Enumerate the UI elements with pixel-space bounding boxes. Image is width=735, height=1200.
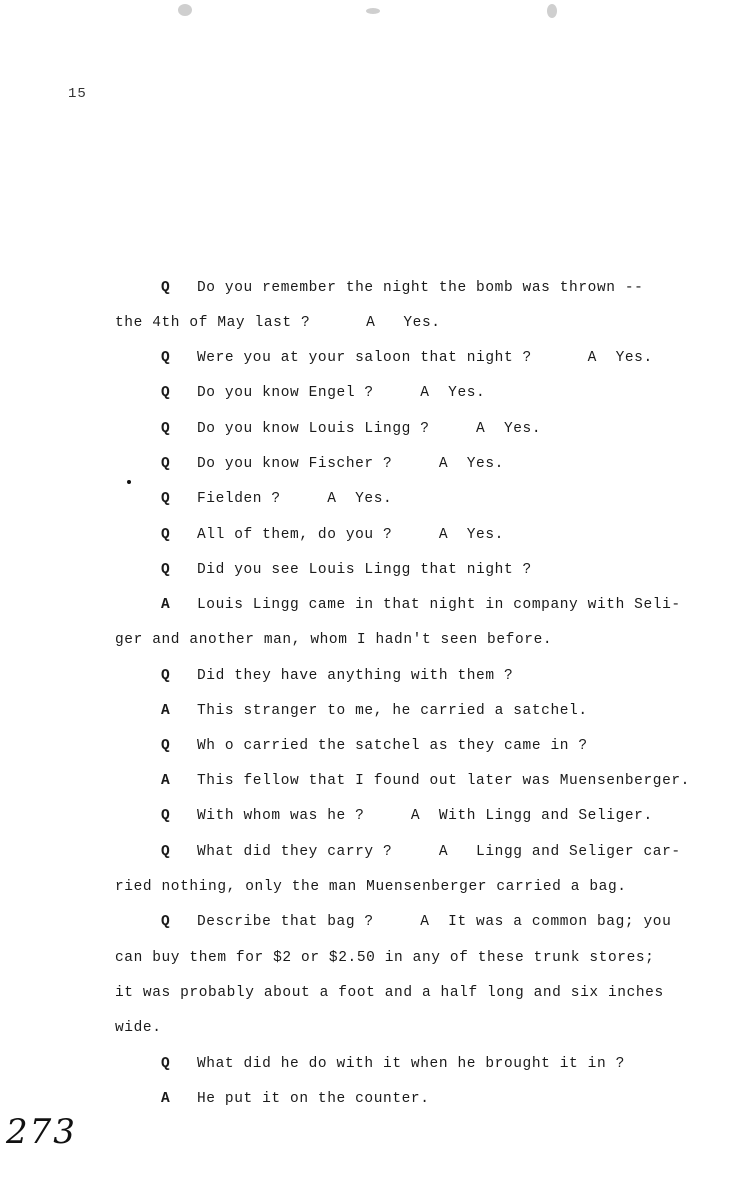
- scan-smudge: [366, 8, 380, 14]
- scan-smudge: [178, 4, 192, 16]
- transcript-line: He put it on the counter.: [197, 1091, 430, 1107]
- transcript-line: Do you remember the night the bomb was thrown --: [197, 280, 644, 296]
- transcript-line: Do you know Fischer ? A Yes.: [197, 456, 504, 472]
- question-marker: Q: [161, 350, 170, 366]
- transcript-line: can buy them for $2 or $2.50 in any of these trunk stores;: [115, 950, 655, 966]
- transcript-line: What did they carry ? A Lingg and Seliger car-: [197, 844, 681, 860]
- transcript-line: Did you see Louis Lingg that night ?: [197, 562, 532, 578]
- question-marker: Q: [161, 738, 170, 754]
- question-marker: Q: [161, 421, 170, 437]
- question-marker: Q: [161, 844, 170, 860]
- answer-marker: A: [161, 597, 170, 613]
- question-marker: Q: [161, 280, 170, 296]
- transcript-line: Were you at your saloon that night ? A Yes.: [197, 350, 653, 366]
- transcript-line: This stranger to me, he carried a satchel.: [197, 703, 588, 719]
- transcript-line: What did he do with it when he brought it in ?: [197, 1056, 625, 1072]
- question-marker: Q: [161, 385, 170, 401]
- transcript-line: Louis Lingg came in that night in company with Seli-: [197, 597, 681, 613]
- question-marker: Q: [161, 491, 170, 507]
- transcript-line: All of them, do you ? A Yes.: [197, 527, 504, 543]
- answer-marker: A: [161, 773, 170, 789]
- question-marker: Q: [161, 914, 170, 930]
- question-marker: Q: [161, 562, 170, 578]
- question-marker: Q: [161, 808, 170, 824]
- stray-mark: [127, 480, 131, 484]
- transcript-line: Do you know Engel ? A Yes.: [197, 385, 486, 401]
- transcript-line: the 4th of May last ? A Yes.: [115, 315, 441, 331]
- transcript-line: Wh o carried the satchel as they came in ?: [197, 738, 588, 754]
- handwritten-page-annotation: 273: [6, 1112, 77, 1152]
- scan-smudge: [547, 4, 557, 18]
- answer-marker: A: [161, 1091, 170, 1107]
- question-marker: Q: [161, 456, 170, 472]
- transcript-line: Do you know Louis Lingg ? A Yes.: [197, 421, 542, 437]
- question-marker: Q: [161, 1056, 170, 1072]
- transcript-line: wide.: [115, 1020, 162, 1036]
- transcript-line: This fellow that I found out later was Muensenberger.: [197, 773, 690, 789]
- question-marker: Q: [161, 668, 170, 684]
- transcript-line: ried nothing, only the man Muensenberger carried a bag.: [115, 879, 627, 895]
- transcript-line: Fielden ? A Yes.: [197, 491, 393, 507]
- answer-marker: A: [161, 703, 170, 719]
- page-number: 15: [68, 86, 87, 102]
- transcript-line: Did they have anything with them ?: [197, 668, 514, 684]
- transcript-line: it was probably about a foot and a half long and six inches: [115, 985, 664, 1001]
- transcript-line: Describe that bag ? A It was a common bag; you: [197, 914, 672, 930]
- transcript-line: With whom was he ? A With Lingg and Seliger.: [197, 808, 653, 824]
- question-marker: Q: [161, 527, 170, 543]
- transcript-line: ger and another man, whom I hadn't seen before.: [115, 632, 553, 648]
